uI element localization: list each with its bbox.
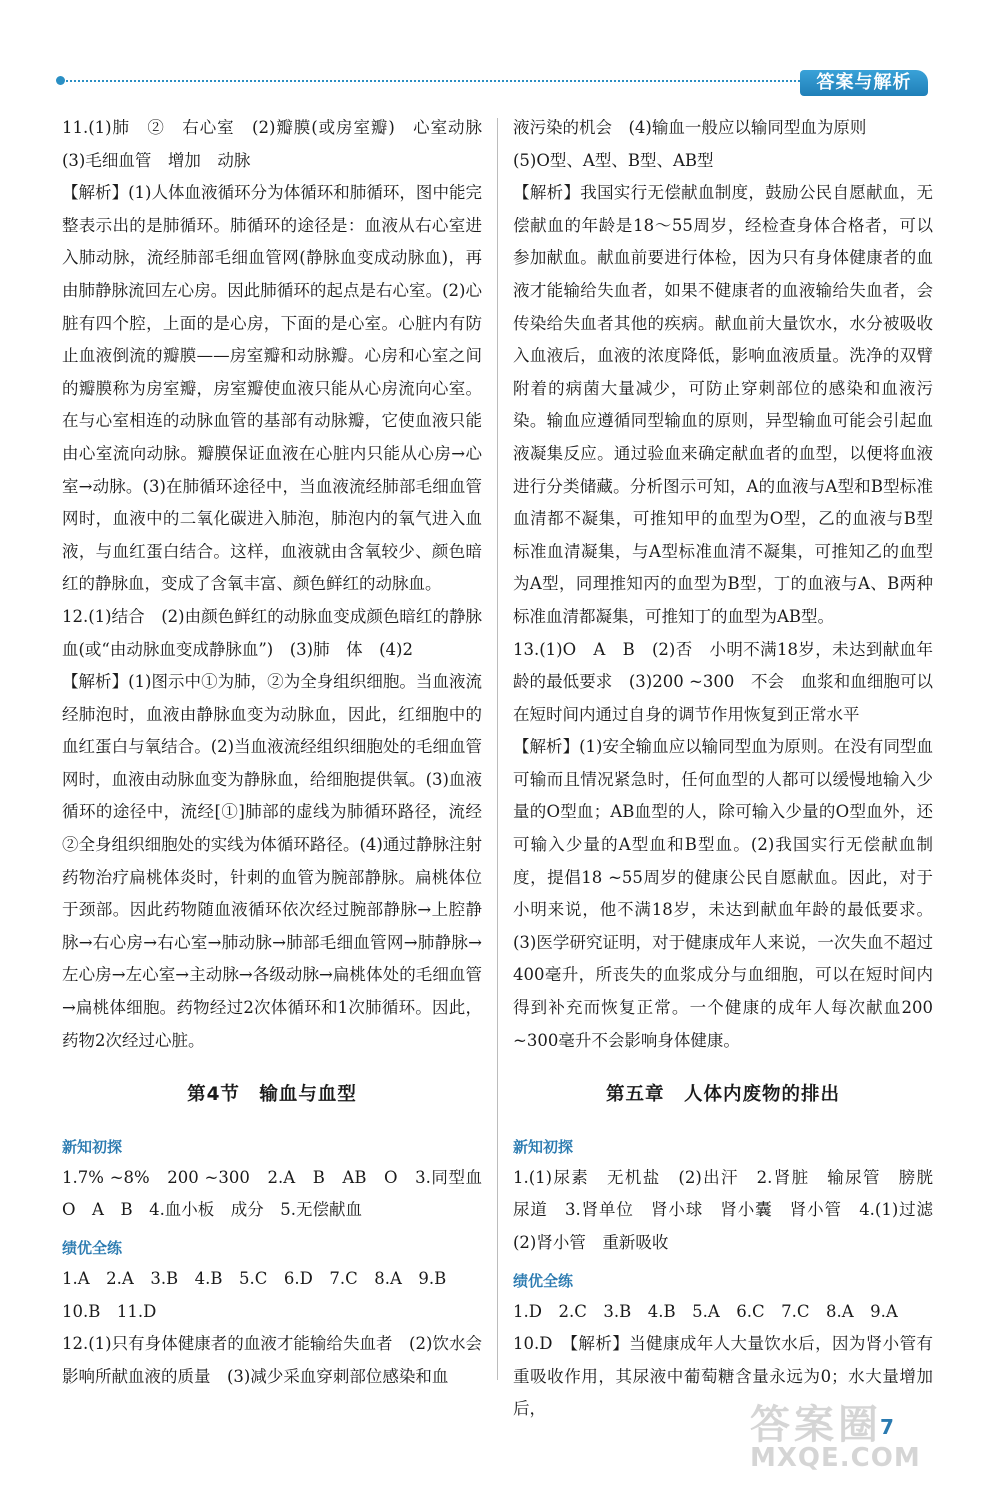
watermark-text-en: MXQE.COM	[750, 1443, 921, 1473]
heading-new-knowledge-right: 新知初探	[513, 1137, 574, 1156]
q11-answer: 11.(1)肺 ② 右心室 (2)瓣膜(或房室瓣) 心室动脉 (3)毛细血管 增加 动脉	[62, 118, 499, 170]
chapter-title: 第五章 人体内废物的排出	[605, 1084, 840, 1106]
q12-analysis: 【解析】(1)图示中①为肺，②为全身组织细胞。当血液流经肺泡时，血液由静脉血变为动脉血，因此，红细胞中的血红蛋白与氧结合。(2)当血液流经组织细胞处的毛细血管网时，血液由动脉血变为静脉血，给细胞提供氧。(3)血液循环的途径中，流经[①]肺部的虚线为肺循环路径，流经②全身组织细胞处的实线为体循环路径。(4)通过静脉注射药物治疗扁桃体炎时，针刺的血管为腕部静脉。扁桃体位于颈部。因此药物随血液循环依次经过腕部静脉→上腔静脉→右心房→右心室→肺动脉→肺部毛细血管网→肺静脉→左心房→左心室→主动脉→各级动脉→扁桃体处的毛细血管→扁桃体细胞。药物经过2次体循环和1次肺循环。因此，药物2次经过心脏。	[62, 672, 482, 1050]
right-column	[513, 112, 950, 1426]
new-knowledge-answers: 1.7% ~8% 200 ~300 2.A B AB O 3.同型血 O A B 4.血小板 成分 5.无偿献血	[62, 1167, 499, 1220]
q12-continued: 液污染的机会 (4)输血一般应以输同型血为原则	[513, 118, 867, 137]
left-column	[62, 112, 499, 1393]
heading-practice-right: 绩优全练	[513, 1271, 574, 1290]
practice-answers-right-1: 1.D 2.C 3.B 4.B 5.A 6.C 7.C 8.A 9.A	[513, 1301, 898, 1321]
practice-answers-1: 1.A 2.A 3.B 4.B 5.C 6.D 7.C 8.A 9.B	[62, 1269, 447, 1288]
new-knowledge-answers-right: 1.(1)尿素 无机盐 (2)出汗 2.肾脏 输尿管 膀胱 尿道 3.肾单位 肾小球 肾小囊 肾小管 4.(1)过滤 (2)肾小管 重新吸收	[513, 1167, 950, 1252]
q13-analysis: 【解析】(1)安全输血应以输同型血为原则。在没有同型血可输而且情况紧急时，任何血型的人都可以缓慢地输入少量的O型血；AB血型的人，除可输入少量的O型血外，还可输入少量的A型血和B型血。(2)我国实行无偿献血制度，提倡18 ~55周岁的健康公民自愿献血。因此，对于小明来说，他不满18岁，未达到献血年龄的最低要求。(3)医学研究证明，对于健康成年人来说，一次失血不超过400毫升，所丧失的血浆成分与血细胞，可以在短时间内得到补充而恢复正常。一个健康的成年人每次献血200 ~300毫升不会影响身体健康。	[513, 737, 933, 1050]
heading-new-knowledge: 新知初探	[62, 1137, 123, 1156]
practice-q10-right: 10.D 【解析】当健康成年人大量饮水后，因为肾小管有重吸收作用，其尿液中葡萄糖含量永远为0；水大量增加后，	[513, 1334, 933, 1419]
q12-analysis-right: 【解析】我国实行无偿献血制度，鼓励公民自愿献血，无偿献血的年龄是18～55周岁，经检查身体合格者，可以参加献血。献血前要进行体检，因为只有身体健康者的血液才能输给失血者，如果不健康者的血液输给失血者，会传染给失血者其他的疾病。献血前大量饮水，水分被吸收入血液后，血液的浓度降低，影响血液质量。洗净的双臂附着的病菌大量减少，可防止穿刺部位的感染和血液污染。输血应遵循同型输血的原则，异型输血可能会引起血液凝集反应。通过验血来确定献血者的血型，以便将血液进行分类储藏。分析图示可知，A的血液与A型和B型标准血清都不凝集，可推知甲的血型为O型，乙的血液与B型标准血清凝集，与A型标准血清不凝集，可推知乙的血型为A型，同理推知丙的血型为B型，丁的血液与A、B两种标准血清都凝集，可推知丁的血型为AB型。	[513, 183, 933, 626]
q12-continued-5: (5)O型、A型、B型、AB型	[513, 150, 714, 170]
q11-analysis: 【解析】(1)人体血液循环分为体循环和肺循环，图中能完整表示出的是肺循环。肺循环的途径是：血液从右心室进入肺动脉，流经肺部毛细血管网(静脉血变成动脉血)，再由肺静脉流回左心房。因此肺循环的起点是右心室。(2)心脏有四个腔，上面的是心房，下面的是心室。心脏内有防止血液倒流的瓣膜——房室瓣和动脉瓣。心房和心室之间的瓣膜称为房室瓣，房室瓣使血液只能从心房流向心室。在与心室相连的动脉血管的基部有动脉瓣，它使血液只能由心室流向动脉。瓣膜保证血液在心脏内只能从心房→心室→动脉。(3)在肺循环途径中，当血液流经肺部毛细血管网时，血液中的二氧化碳进入肺泡，肺泡内的氧气进入血液，与血红蛋白结合。这样，血液就由含氧较少、颜色暗红的静脉血，变成了含氧丰富、颜色鲜红的动脉血。	[62, 183, 482, 594]
section-title: 第4节 输血与血型	[187, 1084, 357, 1106]
page-number: 7	[880, 1415, 894, 1439]
q12-answer: 12.(1)结合 (2)由颜色鲜红的动脉血变成颜色暗红的静脉血(或“由动脉血变成静脉血”) (3)肺 体 (4)2	[62, 606, 482, 659]
watermark-text-cn: 答案圈	[750, 1402, 882, 1448]
header-answer-tag: 答案与解析	[800, 70, 928, 96]
header-dotted-rule	[62, 80, 800, 82]
practice-q12: 12.(1)只有身体健康者的血液才能输给失血者 (2)饮水会影响所献血液的质量 (3)减少采血穿刺部位感染和血	[62, 1334, 482, 1386]
column-divider	[497, 118, 498, 1380]
watermark-logo	[690, 1393, 990, 1483]
practice-answers-2: 10.B 11.D	[62, 1301, 157, 1321]
heading-practice: 绩优全练	[62, 1239, 123, 1257]
q13-answer: 13.(1)O A B (2)否 小明不满18岁，未达到献血年龄的最低要求 (3)200 ~300 不会 血浆和血细胞可以在短时间内通过自身的调节作用恢复到正常水平	[513, 639, 933, 724]
